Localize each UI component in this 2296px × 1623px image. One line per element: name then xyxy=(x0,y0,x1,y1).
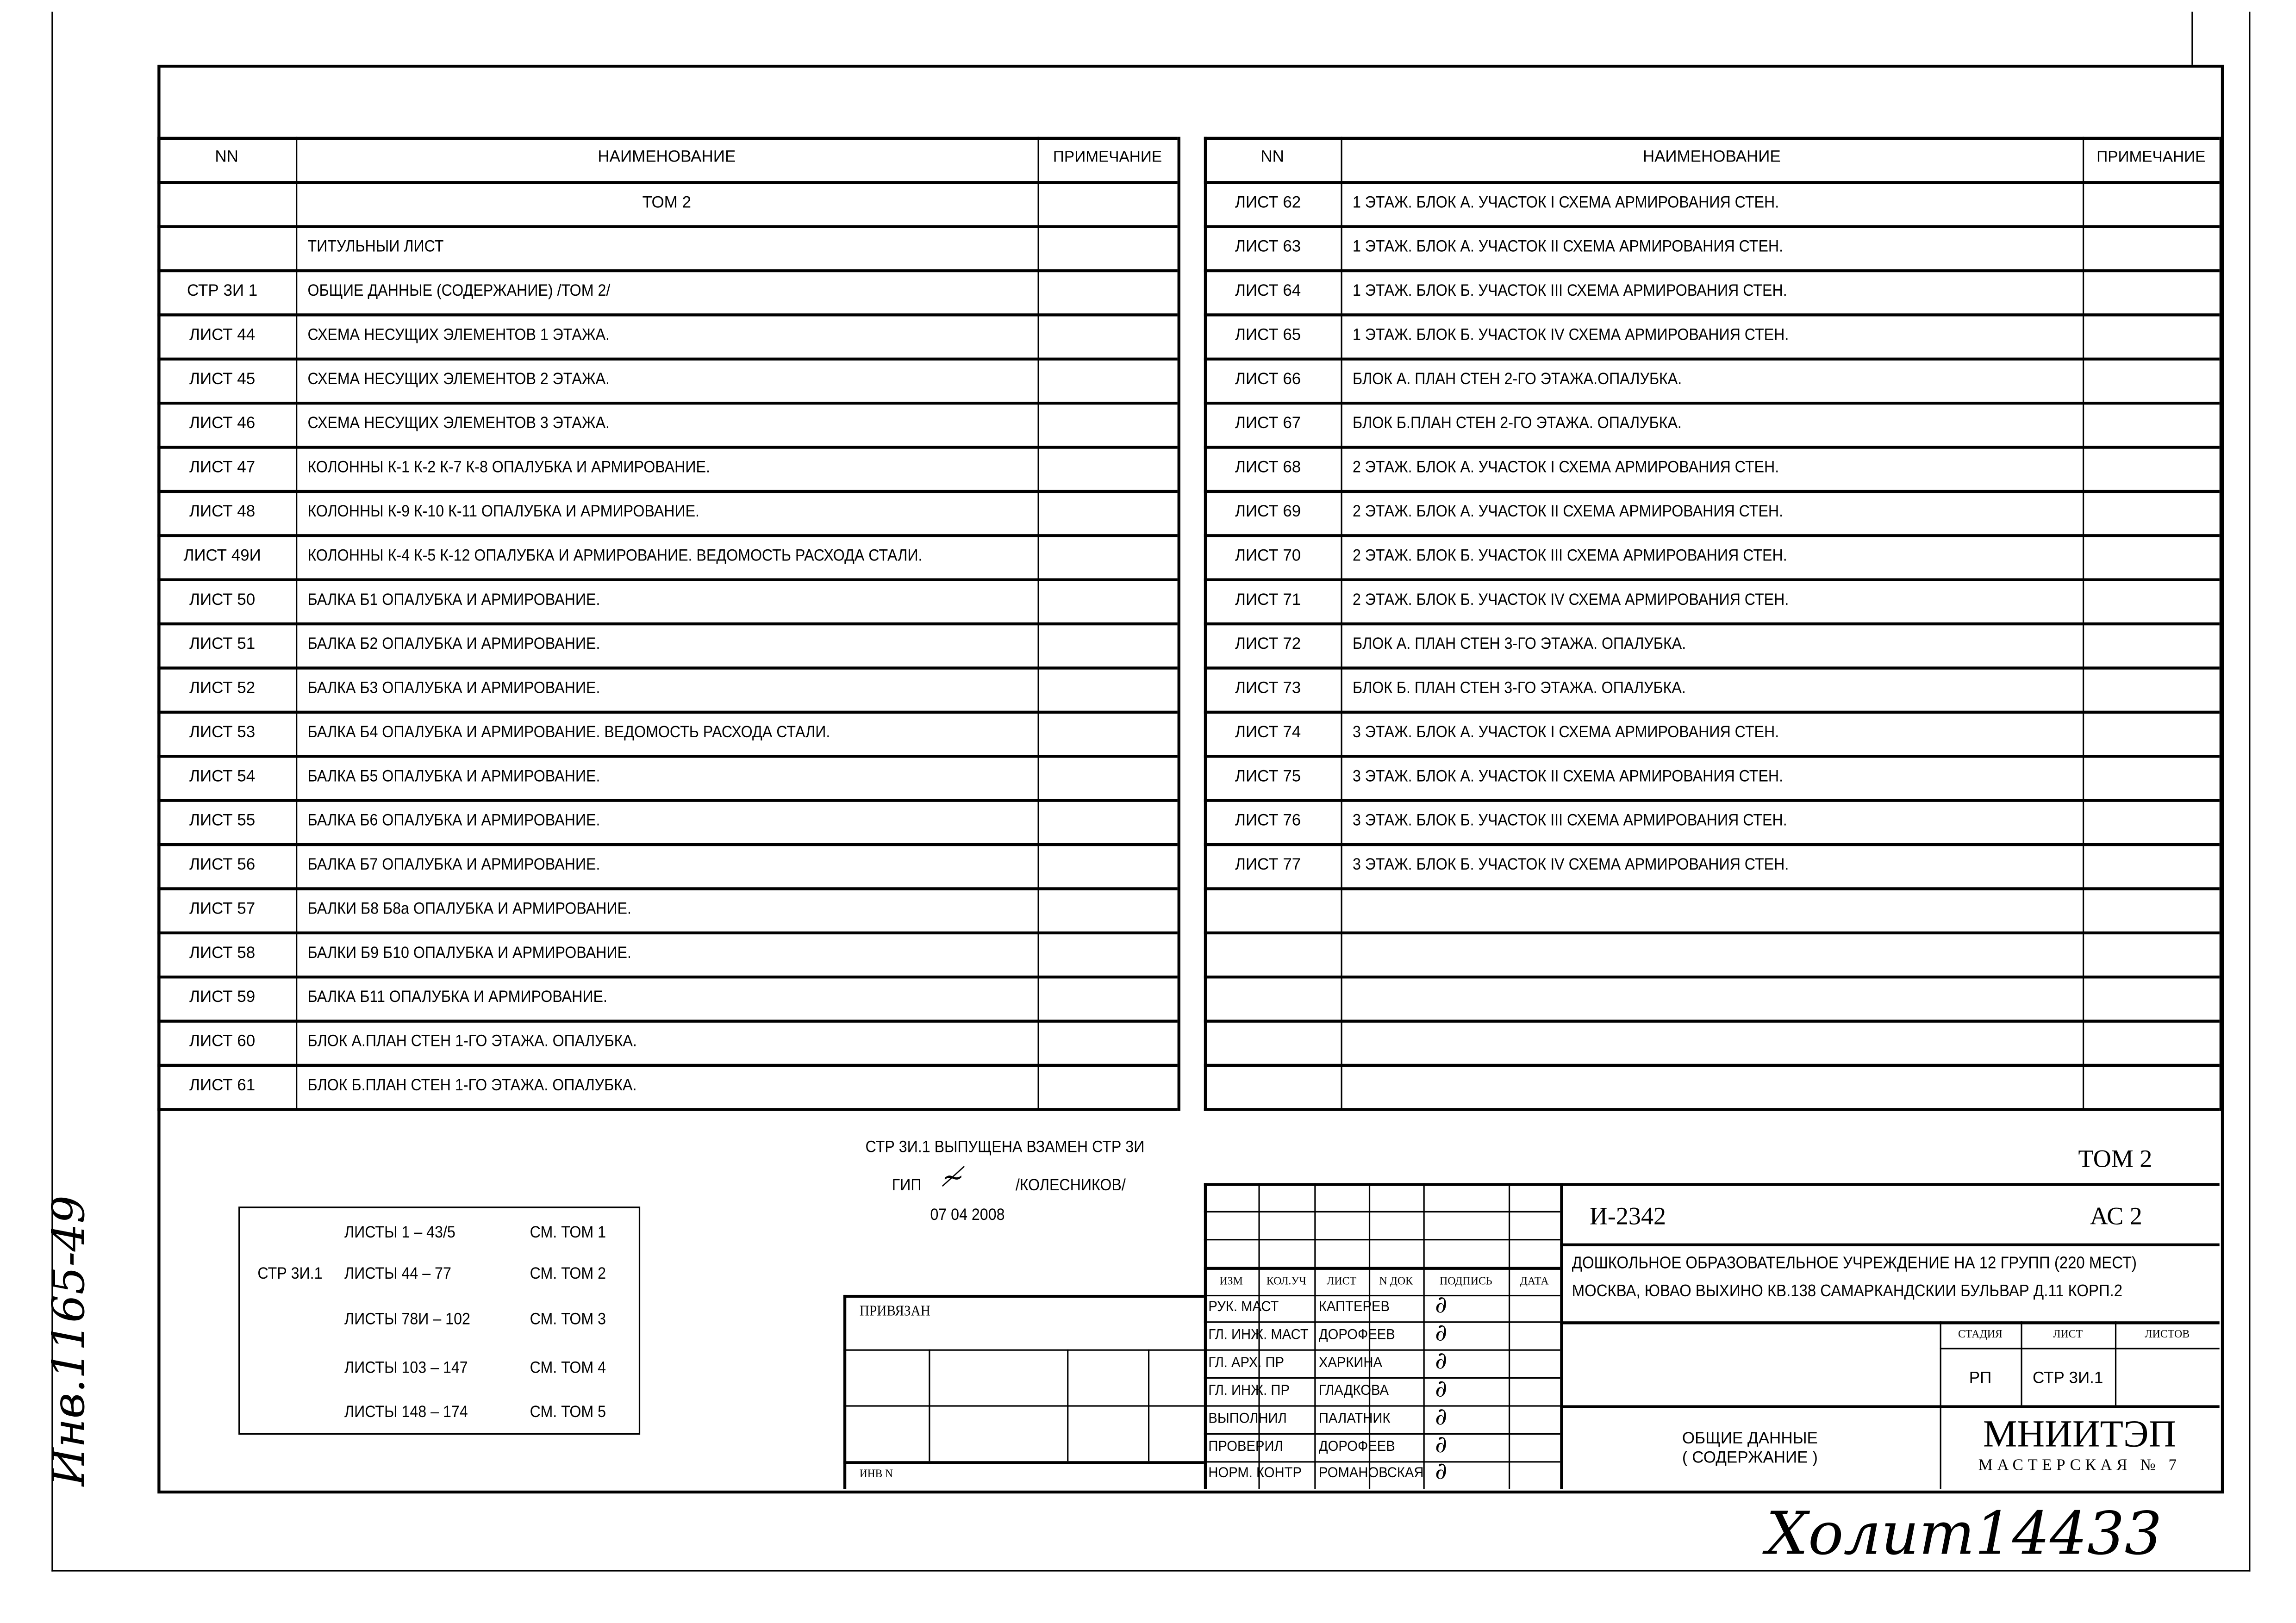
sheet-title: 3 ЭТАЖ. БЛОК Б. УЧАСТОК III СХЕМА АРМИРОВАНИЯ СТЕН. xyxy=(1352,812,1787,830)
stamp-col-header: ИЗМ xyxy=(1219,1274,1243,1288)
title-row-line xyxy=(1560,1321,2219,1324)
stamp-row-line xyxy=(1204,1433,1560,1435)
row-line xyxy=(157,1064,1177,1066)
signature-icon: ∂ xyxy=(1435,1429,1447,1458)
row-line xyxy=(1204,446,2220,448)
handwritten-side-note: Инв.1165-49 xyxy=(44,1195,96,1486)
privyazan-col-line xyxy=(1148,1349,1149,1461)
signature-icon: ∂ xyxy=(1435,1346,1447,1374)
sheets-header: ЛИСТОВ xyxy=(2145,1327,2190,1341)
row-line xyxy=(157,887,1177,889)
privyazan-row-line xyxy=(843,1349,1204,1351)
signature-icon: ∂ xyxy=(1435,1457,1447,1486)
sheet-title: 1 ЭТАЖ. БЛОК А. УЧАСТОК I СХЕМА АРМИРОВАНИЯ СТЕН. xyxy=(1352,194,1779,212)
sheet-title: БАЛКА Б3 ОПАЛУБКА И АРМИРОВАНИЕ. xyxy=(307,679,600,698)
signature-icon: ∂ xyxy=(1435,1290,1447,1318)
sheet-number: ЛИСТ 72 xyxy=(1235,635,1301,653)
sheet-title: СХЕМА НЕСУЩИХ ЭЛЕМЕНТОВ 2 ЭТАЖА. xyxy=(307,371,610,389)
sheet-title: БАЛКИ Б9 Б10 ОПАЛУБКА И АРМИРОВАНИЕ. xyxy=(307,945,631,963)
row-line xyxy=(1204,313,2220,316)
sheet-title: ТОМ 2 xyxy=(642,194,691,212)
sheet-title: БАЛКИ Б8 Б8а ОПАЛУБКА И АРМИРОВАНИЕ. xyxy=(307,900,631,919)
volume-range: ЛИСТЫ 1 – 43/5 xyxy=(344,1224,455,1242)
column-line xyxy=(1178,137,1180,1111)
sheet-number: ЛИСТ 61 xyxy=(189,1077,256,1095)
sheet-title: БАЛКА Б4 ОПАЛУБКА И АРМИРОВАНИЕ. ВЕДОМОСТЬ РАСХОДА СТАЛИ. xyxy=(307,724,830,742)
sheet-title: 2 ЭТАЖ. БЛОК Б. УЧАСТОК III СХЕМА АРМИРОВАНИЯ СТЕН. xyxy=(1352,547,1787,565)
gip-signature: ≁ xyxy=(942,1162,964,1194)
sheet-number: ЛИСТ 73 xyxy=(1235,679,1301,698)
title-row-line xyxy=(1560,1244,2219,1246)
sheet-number: ЛИСТ 53 xyxy=(189,724,256,742)
row-line xyxy=(1204,534,2220,536)
sheet-number: ЛИСТ 64 xyxy=(1235,282,1301,300)
sheet-title: ТИТУЛЬНЫИ ЛИСТ xyxy=(307,238,444,256)
volume-label: ТОМ 2 xyxy=(2078,1144,2152,1173)
sheet-title: БЛОК Б.ПЛАН СТЕН 2-ГО ЭТАЖА. ОПАЛУБКА. xyxy=(1352,415,1682,433)
stamp-col-header: N ДОК xyxy=(1379,1274,1413,1288)
sheet-title: 3 ЭТАЖ. БЛОК Б. УЧАСТОК IV СХЕМА АРМИРОВАНИЯ СТЕН. xyxy=(1352,856,1789,874)
sheet-title: 1 ЭТАЖ. БЛОК А. УЧАСТОК II СХЕМА АРМИРОВАНИЯ СТЕН. xyxy=(1352,238,1784,256)
sheet-number: ЛИСТ 48 xyxy=(189,503,256,521)
table-border xyxy=(157,1108,1177,1111)
sheet-number: ЛИСТ 76 xyxy=(1235,812,1301,830)
sheet-header: ЛИСТ xyxy=(2053,1327,2083,1341)
stamp-row-line xyxy=(1204,1377,1560,1379)
volume-range: ЛИСТЫ 103 – 147 xyxy=(344,1359,468,1378)
row-line xyxy=(157,711,1177,713)
volumes-prefix: СТР 3И.1 xyxy=(257,1265,323,1283)
inventory-label: ИНВ N xyxy=(859,1467,893,1480)
row-line xyxy=(1204,666,2220,669)
stamp-row-line xyxy=(1204,1211,1560,1213)
row-line xyxy=(157,490,1177,492)
document-title: ОБЩИЕ ДАННЫЕ xyxy=(1682,1430,1818,1448)
replacement-notice: СТР 3И.1 ВЫПУЩЕНА ВЗАМЕН СТР 3И xyxy=(865,1138,1145,1157)
sheet-title: 3 ЭТАЖ. БЛОК А. УЧАСТОК II СХЕМА АРМИРОВАНИЯ СТЕН. xyxy=(1352,768,1784,786)
volume-ref: СМ. ТОМ 2 xyxy=(530,1265,606,1283)
row-line xyxy=(157,843,1177,846)
volume-range: ЛИСТЫ 148 – 174 xyxy=(344,1404,468,1422)
sheet-title: 2 ЭТАЖ. БЛОК А. УЧАСТОК I СХЕМА АРМИРОВАНИЯ СТЕН. xyxy=(1352,459,1779,477)
row-line xyxy=(157,269,1177,272)
row-line xyxy=(1204,622,2220,625)
stamp-person: РОМАНОВСКАЯ xyxy=(1318,1466,1424,1482)
sheet-title: 2 ЭТАЖ. БЛОК Б. УЧАСТОК IV СХЕМА АРМИРОВАНИЯ СТЕН. xyxy=(1352,591,1789,609)
table-border xyxy=(1204,1108,2220,1111)
stamp-col-line xyxy=(1204,1183,1207,1489)
sheet-title: 2 ЭТАЖ. БЛОК А. УЧАСТОК II СХЕМА АРМИРОВАНИЯ СТЕН. xyxy=(1352,503,1784,521)
header-note: ПРИМЕЧАНИЕ xyxy=(1053,149,1162,167)
volume-ref: СМ. ТОМ 1 xyxy=(530,1224,606,1242)
row-line xyxy=(1204,711,2220,713)
row-line xyxy=(1204,843,2220,846)
row-line xyxy=(1204,755,2220,757)
row-line xyxy=(1204,799,2220,801)
sheet-number: ЛИСТ 60 xyxy=(189,1033,256,1051)
stamp-row-line xyxy=(1204,1295,1560,1296)
privyazan-border xyxy=(843,1295,846,1489)
sheet-title: ОБЩИЕ ДАННЫЕ (СОДЕРЖАНИЕ) /ТОМ 2/ xyxy=(307,282,611,300)
sheet-title: 1 ЭТАЖ. БЛОК Б. УЧАСТОК IV СХЕМА АРМИРОВАНИЯ СТЕН. xyxy=(1352,326,1789,345)
column-line xyxy=(2220,137,2222,1111)
header-nn: NN xyxy=(1260,149,1284,167)
row-line xyxy=(157,225,1177,227)
sheet-title: БЛОК Б. ПЛАН СТЕН 3-ГО ЭТАЖА. ОПАЛУБКА. xyxy=(1352,679,1686,698)
row-line xyxy=(157,666,1177,669)
stamp-row-line xyxy=(1204,1267,1560,1269)
sheet-number: ЛИСТ 74 xyxy=(1235,724,1301,742)
sheet-number: ЛИСТ 77 xyxy=(1235,856,1301,874)
sheet-title: СХЕМА НЕСУЩИХ ЭЛЕМЕНТОВ 3 ЭТАЖА. xyxy=(307,415,610,433)
stamp-person: ДОРОФЕЕВ xyxy=(1318,1438,1395,1455)
organization-name: МНИИТЭП xyxy=(1983,1412,2177,1455)
header-note: ПРИМЕЧАНИЕ xyxy=(2096,149,2206,167)
sheet-title: БЛОК А. ПЛАН СТЕН 3-ГО ЭТАЖА. ОПАЛУБКА. xyxy=(1352,635,1686,653)
row-line xyxy=(1204,578,2220,581)
sheet-number: ЛИСТ 49И xyxy=(183,547,261,565)
row-line xyxy=(157,181,1177,183)
sheet-title: БАЛКА Б7 ОПАЛУБКА И АРМИРОВАНИЕ. xyxy=(307,856,600,874)
sheet-number: ЛИСТ 65 xyxy=(1235,326,1301,345)
row-line xyxy=(157,402,1177,404)
header-nn: NN xyxy=(215,149,238,167)
stamp-person: ХАРКИНА xyxy=(1318,1355,1383,1371)
privyazan-col-line xyxy=(929,1349,930,1461)
stamp-role: ВЫПОЛНИЛ xyxy=(1208,1410,1287,1427)
stamp-col-header: КОЛ.УЧ xyxy=(1266,1274,1306,1288)
sheet-number: ЛИСТ 57 xyxy=(189,900,256,919)
drawing-mark: АС 2 xyxy=(2090,1202,2142,1231)
sheet-number: ЛИСТ 62 xyxy=(1235,194,1301,212)
stamp-col-header: ЛИСТ xyxy=(1327,1274,1357,1288)
stamp-top xyxy=(1204,1183,2220,1186)
sheet-title: 1 ЭТАЖ. БЛОК Б. УЧАСТОК III СХЕМА АРМИРОВАНИЯ СТЕН. xyxy=(1352,282,1787,300)
row-line xyxy=(157,446,1177,448)
row-line xyxy=(157,358,1177,360)
row-line xyxy=(157,622,1177,625)
row-line xyxy=(1204,490,2220,492)
sheet-title: БАЛКА Б1 ОПАЛУБКА И АРМИРОВАНИЕ. xyxy=(307,591,600,609)
title-col-line xyxy=(1940,1348,2220,1349)
row-line xyxy=(1204,887,2220,889)
privyazan-col-line xyxy=(1067,1349,1068,1461)
sheet-number: ЛИСТ 45 xyxy=(189,371,256,389)
row-line xyxy=(1204,181,2220,183)
stamp-row-line xyxy=(1204,1321,1560,1323)
sheet-title: БАЛКА Б11 ОПАЛУБКА И АРМИРОВАНИЕ. xyxy=(307,989,607,1007)
stage-header: СТАДИЯ xyxy=(1958,1327,2003,1341)
stamp-person: ПАЛАТНИК xyxy=(1318,1410,1391,1427)
sheet-number: ЛИСТ 63 xyxy=(1235,238,1301,256)
title-row-line xyxy=(1560,1405,2219,1407)
sheet-title: БАЛКА Б6 ОПАЛУБКА И АРМИРОВАНИЕ. xyxy=(307,812,600,830)
sheet-number: ЛИСТ 71 xyxy=(1235,591,1301,609)
sheet-number: ЛИСТ 51 xyxy=(189,635,256,653)
sheet-title: БЛОК Б.ПЛАН СТЕН 1-ГО ЭТАЖА. ОПАЛУБКА. xyxy=(307,1077,637,1095)
row-line xyxy=(1204,402,2220,404)
notice-date: 07 04 2008 xyxy=(930,1206,1005,1225)
project-title-line2: МОСКВА, ЮВАО ВЫХИНО КВ.138 САМАРКАНДСКИИ БУЛЬВАР Д.11 КОРП.2 xyxy=(1572,1283,2123,1301)
table-border xyxy=(157,137,1177,140)
stamp-person: ГЛАДКОВА xyxy=(1318,1382,1389,1399)
row-line xyxy=(157,534,1177,536)
sheet-number: ЛИСТ 66 xyxy=(1235,371,1301,389)
stamp-row-line xyxy=(1204,1239,1560,1240)
table-border xyxy=(1204,137,2220,140)
stamp-role: НОРМ. КОНТР xyxy=(1208,1466,1302,1482)
sheet-number: ЛИСТ 52 xyxy=(189,679,256,698)
stamp-col-line xyxy=(1314,1183,1316,1489)
sheet-number: ЛИСТ 75 xyxy=(1235,768,1301,786)
stamp-role: РУК. МАСТ xyxy=(1208,1299,1279,1316)
stamp-col-header: ПОДПИСЬ xyxy=(1439,1274,1492,1288)
handwritten-inventory-number: Холит14433 xyxy=(1766,1501,2162,1569)
stamp-role: ГЛ. АРХ. ПР xyxy=(1208,1355,1285,1371)
sheet-number: ЛИСТ 44 xyxy=(189,326,256,345)
sheet-title: БАЛКА Б2 ОПАЛУБКА И АРМИРОВАНИЕ. xyxy=(307,635,600,653)
sheet-title: КОЛОННЫ К-4 К-5 К-12 ОПАЛУБКА И АРМИРОВАНИЕ. ВЕДОМОСТЬ РАСХОДА СТАЛИ. xyxy=(307,547,923,565)
row-line xyxy=(1204,225,2220,227)
privyazan-label: ПРИВЯЗАН xyxy=(859,1304,930,1320)
row-line xyxy=(157,578,1177,581)
row-line xyxy=(157,976,1177,978)
privyazan-row-line xyxy=(843,1461,1204,1464)
sheet-title: 3 ЭТАЖ. БЛОК А. УЧАСТОК I СХЕМА АРМИРОВАНИЯ СТЕН. xyxy=(1352,724,1779,742)
project-code: И-2342 xyxy=(1589,1202,1666,1231)
privyazan-row-line xyxy=(843,1405,1204,1406)
stamp-row-line xyxy=(1204,1349,1560,1351)
stamp-col-header: ДАТА xyxy=(1520,1274,1549,1288)
stamp-row-line xyxy=(1204,1405,1560,1406)
workshop-label: МАСТЕРСКАЯ № 7 xyxy=(1978,1456,2181,1474)
signature-icon: ∂ xyxy=(1435,1401,1447,1430)
sheet-number: ЛИСТ 56 xyxy=(189,856,256,874)
sheet-number: ЛИСТ 54 xyxy=(189,768,256,786)
row-line xyxy=(157,313,1177,316)
row-line xyxy=(1204,976,2220,978)
sheet-title: БЛОК А. ПЛАН СТЕН 2-ГО ЭТАЖА.ОПАЛУБКА. xyxy=(1352,371,1682,389)
header-name: НАИМЕНОВАНИЕ xyxy=(598,149,736,167)
row-line xyxy=(157,799,1177,801)
volume-ref: СМ. ТОМ 5 xyxy=(530,1404,606,1422)
row-line xyxy=(1204,269,2220,272)
document-subtitle: ( СОДЕРЖАНИЕ ) xyxy=(1682,1449,1818,1467)
sheet-number: ЛИСТ 70 xyxy=(1235,547,1301,565)
row-line xyxy=(157,1020,1177,1022)
sheet-number: ЛИСТ 47 xyxy=(189,459,256,477)
stamp-col-line xyxy=(1423,1183,1425,1489)
sheet-title: СХЕМА НЕСУЩИХ ЭЛЕМЕНТОВ 1 ЭТАЖА. xyxy=(307,326,610,345)
stage-value: РП xyxy=(1969,1370,1992,1388)
sheet-number: ЛИСТ 59 xyxy=(189,989,256,1007)
signature-icon: ∂ xyxy=(1435,1318,1447,1346)
sheet-number: ЛИСТ 67 xyxy=(1235,415,1301,433)
project-title-line1: ДОШКОЛЬНОЕ ОБРАЗОВАТЕЛЬНОЕ УЧРЕЖДЕНИЕ НА 12 ГРУПП (220 МЕСТ) xyxy=(1572,1255,2137,1273)
sheet-number: ЛИСТ 46 xyxy=(189,415,256,433)
volume-range: ЛИСТЫ 44 – 77 xyxy=(344,1265,451,1283)
privyazan-border xyxy=(843,1295,1204,1298)
sheet-title: КОЛОННЫ К-1 К-2 К-7 К-8 ОПАЛУБКА И АРМИРОВАНИЕ. xyxy=(307,459,710,477)
sheet-value: СТР 3И.1 xyxy=(2033,1370,2103,1388)
sheet-title: БЛОК А.ПЛАН СТЕН 1-ГО ЭТАЖА. ОПАЛУБКА. xyxy=(307,1033,637,1051)
sheet-title: БАЛКА Б5 ОПАЛУБКА И АРМИРОВАНИЕ. xyxy=(307,768,600,786)
row-line xyxy=(1204,1020,2220,1022)
sheet-number: ЛИСТ 68 xyxy=(1235,459,1301,477)
row-line xyxy=(1204,358,2220,360)
stamp-role: ГЛ. ИНЖ. ПР xyxy=(1208,1382,1290,1399)
row-line xyxy=(157,932,1177,934)
header-name: НАИМЕНОВАНИЕ xyxy=(1642,149,1781,167)
stamp-row-line xyxy=(1204,1461,1560,1462)
stamp-role: ГЛ. ИНЖ. МАСТ xyxy=(1208,1327,1309,1343)
stamp-role: ПРОВЕРИЛ xyxy=(1208,1438,1283,1455)
sheet-number: ЛИСТ 58 xyxy=(189,945,256,963)
row-line xyxy=(1204,1064,2220,1066)
volume-ref: СМ. ТОМ 3 xyxy=(530,1311,606,1329)
row-line xyxy=(1204,932,2220,934)
gip-name: /КОЛЕСНИКОВ/ xyxy=(1015,1177,1126,1195)
volume-range: ЛИСТЫ 78И – 102 xyxy=(344,1311,470,1329)
sheet-number: ЛИСТ 55 xyxy=(189,812,256,830)
signature-icon: ∂ xyxy=(1435,1374,1447,1402)
stamp-person: КАПТЕРЕВ xyxy=(1318,1299,1390,1316)
volume-ref: СМ. ТОМ 4 xyxy=(530,1359,606,1378)
stamp-person: ДОРОФЕЕВ xyxy=(1318,1327,1395,1343)
sheet-number: ЛИСТ 50 xyxy=(189,591,256,609)
sheet-number: СТР 3И 1 xyxy=(187,282,258,300)
row-line xyxy=(157,755,1177,757)
sheet-title: КОЛОННЫ К-9 К-10 К-11 ОПАЛУБКА И АРМИРОВАНИЕ. xyxy=(307,503,700,521)
stamp-col-line xyxy=(1509,1183,1510,1489)
sheet-number: ЛИСТ 69 xyxy=(1235,503,1301,521)
gip-label: ГИП xyxy=(892,1177,922,1195)
